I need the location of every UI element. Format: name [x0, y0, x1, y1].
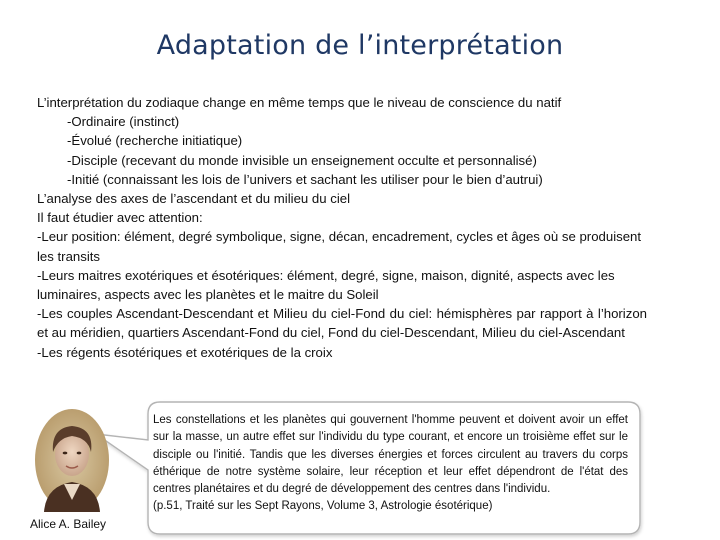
point-item: -Les régents ésotériques et exotériques de la croix	[37, 344, 333, 360]
quote-reference: (p.51, Traité sur les Sept Rayons, Volume 3, Astrologie ésotérique)	[153, 500, 493, 513]
portrait-image	[34, 408, 110, 512]
study-line: Il faut étudier avec attention:	[37, 210, 203, 226]
level-item: -Ordinaire (instinct)	[67, 114, 180, 130]
level-item: -Disciple (recevant du monde invisible un enseignement occulte et personnalisé)	[67, 152, 537, 168]
level-item: -Évolué (recherche initiatique)	[67, 133, 243, 149]
quote-body: Les constellations et les planètes qui gouvernent l'homme peuvent et doivent avoir un effet sur la masse, un autre effet sur l'individu du type courant, et encore un troisième effet sur le disciple ou l'initié. Tandis que les diverses énergies et forces circulent au travers du corps éthérique de notre système solaire, leur réception et leur effet dépendront de l'état des centres planétaires et du degré de développement des centres dans l'individu.	[153, 414, 628, 496]
quote-text	[153, 412, 628, 516]
point-item: -Leur position: élément, degré symbolique, signe, décan, encadrement, cycles et âges où se produisent les transits	[37, 229, 642, 264]
portrait-caption: Alice A. Bailey	[30, 517, 107, 531]
intro-line: L’interprétation du zodiaque change en même temps que le niveau de conscience du natif	[37, 95, 562, 110]
portrait-photo	[34, 408, 110, 512]
analysis-line: L’analyse des axes de l’ascendant et du milieu du ciel	[37, 191, 351, 207]
point-item: -Leurs maitres exotériques et ésotériques: élément, degré, signe, maison, dignité, aspects avec les luminaires, aspects avec les planètes et le maitre du Soleil	[37, 267, 615, 303]
point-item: -Les couples Ascendant-Descendant et Milieu du ciel-Fond du ciel: hémisphères par rapport à l’horizon et au méridien, quartiers Ascendant-Fond du ciel, Fond du ciel-Descendant, Milieu du ciel-Ascendant	[37, 306, 647, 341]
slide-title: Adaptation de l’interprétation	[156, 30, 564, 61]
level-item: -Initié (connaissant les lois de l’univers et sachant les utiliser pour le bien d’autrui)	[67, 171, 543, 187]
